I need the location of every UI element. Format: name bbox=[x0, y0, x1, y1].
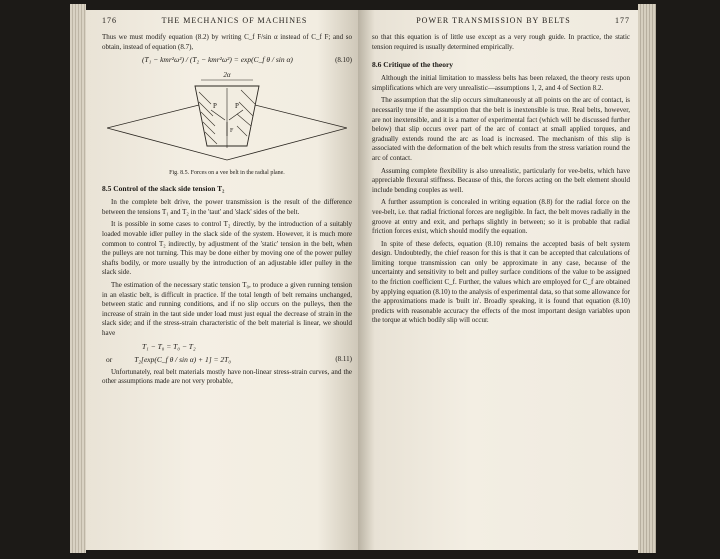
equation-8-11 bbox=[106, 355, 352, 364]
right-page-edge bbox=[638, 4, 656, 553]
right-page bbox=[358, 10, 638, 550]
right-paragraph: The assumption that the slip occurs simultaneously at all points on the arc of contact, is necessarily true if the assumption that the belt is inextensible is true. Real belts, however, are not inextensible, and it is a matter of experimental fact (which will be discussed further below) that slip occurs over part of the arc of contact at small applied torques, and gradually extends round the arc as load is increased. The mechanism of this slip is associated with the deformation of the belt which results from the stress variation round the arc of contact. bbox=[372, 96, 630, 162]
section-heading-8-6: 8.6 Critique of the theory bbox=[372, 60, 454, 70]
right-running-head-title: POWER TRANSMISSION BY BELTS bbox=[416, 16, 571, 25]
left-paragraph: In the complete belt drive, the power transmission is the result of the difference between the tensions T₁ and T₂ in the 'taut' and 'slack' sides of the belt. bbox=[102, 198, 352, 216]
right-page-number: 177 bbox=[614, 16, 630, 25]
left-page-number: 176 bbox=[102, 16, 117, 25]
equation-8-11-lead: or bbox=[106, 354, 113, 364]
vee-belt-figure bbox=[107, 68, 347, 168]
left-page bbox=[86, 10, 358, 550]
left-page-edge bbox=[70, 4, 86, 553]
equation-8-11-number: (8.11) bbox=[335, 355, 352, 363]
equation-8-10-number: (8.10) bbox=[335, 55, 352, 64]
equation-tension-balance bbox=[142, 342, 352, 351]
left-running-head bbox=[102, 16, 352, 25]
left-intro-text: Thus we must modify equation (8.2) by writing C_f F/sin α instead of C_f F; and so obtain, instead of equation (8.7), bbox=[102, 33, 352, 51]
figure-label-angle: 2α bbox=[223, 71, 231, 80]
figure-caption: Fig. 8.5. Forces on a vee belt in the radial plane. bbox=[169, 170, 285, 177]
figure-label-f: F bbox=[230, 128, 234, 135]
equation-8-10 bbox=[142, 55, 352, 64]
figure-label-p-right: P bbox=[235, 102, 239, 111]
right-paragraph: In spite of these defects, equation (8.10) remains the accepted basis of belt system design. Undoubtedly, the chief reason for this is that it can be accepted that calculations of limiting torque transmission can only be approximate in any case, because of the uncertainty and sensitivity to belt and pulley surface conditions of the value to be assigned to the friction coefficient C_f. Further, the values which are employed for C_f are obtained by applying equation (8.10) to the analysis of experimental data, so that some allowance for the approximations made is 'built in'. Broadly speaking, it is found that equation (8.10) predicts with reasonable accuracy the effects of the most important design variables upon the torque at which bodily slip will occur. bbox=[372, 239, 630, 325]
right-running-head bbox=[372, 16, 630, 25]
left-running-head-title: THE MECHANICS OF MACHINES bbox=[161, 16, 308, 25]
left-paragraph: It is possible in some cases to control T₂ directly, by the introduction of a suitably loaded movable idler pulley in the slack side of the system. However, it is much more common to control T₂ indirectly, by adjustment of the 'static' tension in the belt, when the pulleys are not turning. This may be done either by moving one of the power pulley shafts bodily, or more usually by the introduction of an adjustable idler pulley in the slack side. bbox=[102, 220, 352, 277]
equation-8-11-body: T₂[exp(C_f θ / sin α) + 1] = 2T₀ bbox=[134, 354, 231, 364]
right-paragraph: Assuming complete flexibility is also unrealistic, particularly for vee-belts, which have appreciable flexural stiffness. Because of this, the forces acting on the belt element should include bending couples as well. bbox=[372, 166, 630, 194]
left-paragraph: The estimation of the necessary static tension T₀, to produce a given running tension in an elastic belt, is difficult in practice. If the total length of belt remains unchanged, between static and running conditions, and if no slip occurs on the pulleys, then the increase of strain in the taut side under load must just equal the decrease of strain in the slack side; and if the stress-strain characteristic of the belt material is linear, we should have bbox=[102, 280, 352, 337]
left-closing-paragraph: Unfortunately, real belt materials mostly have non-linear stress-strain curves, and the other assumptions made are not very probable, bbox=[102, 367, 352, 386]
right-paragraph: A further assumption is concealed in writing equation (8.8) for the radial force on the vee-belt, i.e. that radial frictional forces are negligible. In fact, the belt moves radially in the groove at entry and exit, and perhaps slightly in between; so it is probable that radial friction forces exist, which should modify the equation. bbox=[372, 198, 630, 236]
section-heading-8-5: 8.5 Control of the slack side tension T₂ bbox=[102, 184, 225, 194]
equation-8-10-body: (T₁ − kmr²ω²) / (T₂ − kmr²ω²) = exp(C_f θ / sin α) bbox=[142, 55, 293, 65]
equation-tension-balance-body: T₁ − T₀ = T₀ − T₂ bbox=[142, 341, 196, 351]
right-intro-text: so that this equation is of little use except as a very rough guide. In practice, the static tension required is usually determined empirically. bbox=[372, 33, 630, 51]
right-paragraph: Although the initial limitation to massless belts has been relaxed, the theory rests upon simplifications which are very unrealistic—assumptions 1, 2, and 4 of Section 8.2. bbox=[372, 74, 630, 92]
figure-label-p-left: P bbox=[213, 102, 217, 111]
